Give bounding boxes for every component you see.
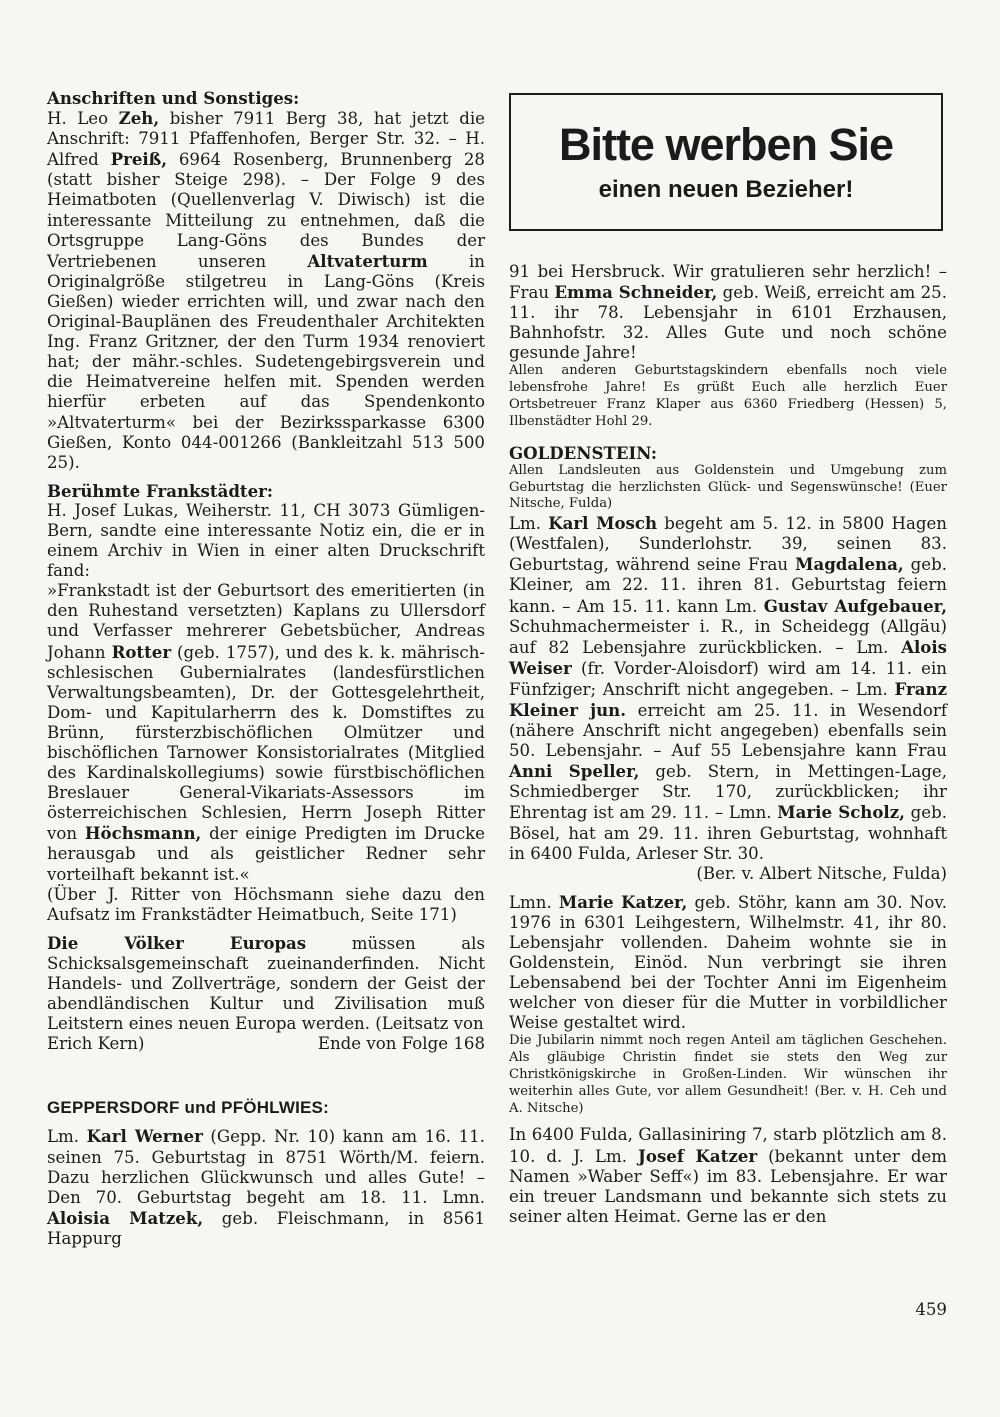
- name-gustav-aufgebauer: Gustav Aufgebauer,: [763, 595, 947, 616]
- name-aloisia-matzek: Aloisia Matzek,: [47, 1207, 204, 1228]
- lead-voelker-europas: Die Völker Europas: [47, 932, 307, 953]
- paragraph-reference: (Über J. Ritter von Höchsmann siehe dazu den Aufsatz im Frankstädter Heimatbuch, Seite 171): [47, 884, 485, 924]
- author-credit: Erich Kern): [47, 1034, 145, 1054]
- name-emma-schneider: Emma Schneider,: [554, 282, 718, 303]
- paragraph-europa: Die Völker Europas müssen als Schicksalsgemeinschaft zueinanderfinden. Nicht Handels- und Zollverträge, sondern der Geist der abendländischen Kultur und Zivilisation muß Leitstern eines neuen Europa werden. (Leitsatz von: [47, 932, 485, 1034]
- paragraph-katzer-birthday: Lmn. Marie Katzer, geb. Stöhr, kann am 30. Nov. 1976 in 6301 Leihgestern, Wilhelmstr. 41, ihr 80. Lebensjahr vollenden. Daheim wohnte sie in Goldenstein, Einöd. Nun verbringt sie ihren Lebensabend bei der Tochter Anni im Eigenheim welcher von dieser für die Mutter in vorbildlicher Weise gestaltet wird.: [509, 891, 947, 1033]
- ad-subline: einen neuen Bezieher!: [598, 176, 854, 203]
- section-heading-geppersdorf: GEPPERSDORF und PFÖHLWIES:: [47, 1098, 329, 1118]
- name-preiss: Preiß,: [110, 149, 168, 170]
- name-karl-werner: Karl Werner: [86, 1126, 203, 1147]
- paragraph-katzer-obituary: In 6400 Fulda, Gallasiniring 7, starb plötzlich am 8. 10. d. J. Lm. Josef Katzer (bekannt unter dem Namen »Waber Seff«) im 83. Lebensjahre. Er war ein treuer Landsmann und bekannte sich stets zu seiner alten Heimat. Gerne las er den: [509, 1125, 948, 1226]
- end-of-issue-note: Ende von Folge 168: [317, 1034, 485, 1054]
- name-zeh: Zeh,: [118, 108, 160, 129]
- ad-headline: Bitte werben Sie: [558, 119, 894, 170]
- name-marie-scholz: Marie Scholz,: [777, 802, 905, 823]
- note-geburtstagskinder: Allen anderen Geburtstagskindern ebenfalls noch viele lebensfrohe Jahre! Es grüßt Euch alle herzlich Euer Ortsbetreuer Franz Klaper aus 6360 Friedberg (Hessen) 5, Ilbenstädter Hohl 29.: [509, 363, 947, 429]
- paragraph-quote: »Frankstadt ist der Geburtsort des emeritierten (in den Ruhestand versetzten) Kaplans zu Ullersdorf und Verfasser mehrerer Gebetsbücher, Andreas Johann Rotter (geb. 1757), und des k. k. mährisch-schlesischen Gubernialrates (landesfürstlichen Verwaltungsbeamten), Dr. der Gottesgelehrtheit, Dom- und Kapitularherrn des k. Domstiftes zu Brünn, fürsterzbischöflichen Olmützer und bischöflichen Tarnower Konsistorialrates (Mitglied des Kardinalskollegiums) sowie fürstbischöflichen Breslauer General-Vikariats-Assessors im österreichischen Schlesien, Herrn Joseph Ritter von Höchsmann, der einige Predigten im Drucke herausgab und als geistlicher Redner sehr vorteilhaft bekannt ist.«: [47, 581, 485, 884]
- paragraph-goldenstein: Lm. Karl Mosch begeht am 5. 12. in 5800 Hagen (Westfalen), Sunderlohstr. 39, seinen 83. Geburtstag, während seine Frau Magdalena, geb. Kleiner, am 22. 11. ihren 81. Geburtstag feiern kann. – Am 15. 11. kann Lm. Gustav Aufgebauer, Schuhmachermeister i. R., in Scheidegg (Allgäu) auf 82 Lebensjahre zurückblicken. – Lm. Alois Weiser (fr. Vorder-Aloisdorf) wird am 14. 11. ein Fünfziger; Anschrift nicht angegeben. – Lm. Franz Kleiner jun. erreicht am 25. 11. in Wesendorf (nähere Anschrift nicht angegeben) ebenfalls sein 50. Lebensjahr. – Auf 55 Lebensjahre kann Frau Anni Speller, geb. Stern, in Mettingen-Lage, Schmiedberger Str. 170, zurückblicken; ihr Ehrentag ist am 29. 11. – Lmn. Marie Scholz, geb. Bösel, hat am 29. 11. ihren Geburtstag, wohnhaft in 6400 Fulda, Arleser Str. 30.: [509, 513, 947, 863]
- name-josef-katzer: Josef Katzer: [638, 1145, 758, 1166]
- name-rotter: Rotter: [111, 641, 172, 662]
- note-jubilarin: Die Jubilarin nimmt noch regen Anteil am täglichen Geschehen. Als gläubige Christin findet sie stets den Weg zur Christkönigskirche in Großen-Linden. Wir wünschen ihr weiterhin alles Gute, vor allem Gesundheit! (Ber. v. H. Ceh und A. Nitsche): [509, 1033, 947, 1116]
- section-heading-goldenstein: GOLDENSTEIN:: [509, 442, 657, 463]
- name-karl-mosch: Karl Mosch: [548, 513, 658, 534]
- name-alois-weiser: Alois Weiser: [509, 636, 947, 678]
- left-column: [47, 88, 485, 1249]
- name-magdalena: Magdalena,: [795, 554, 904, 575]
- paragraph-schneider: 91 bei Hersbruck. Wir gratulieren sehr herzlich! – Frau Emma Schneider, geb. Weiß, erreicht am 25. 11. ihr 78. Lebensjahr in 6101 Erzhausen, Bahnhofstr. 32. Alles Gute und noch schöne gesunde Jahre!: [509, 262, 947, 363]
- name-franz-kleiner: Franz Kleiner jun.: [509, 678, 947, 720]
- paragraph-anschriften: H. Leo Zeh, bisher 7911 Berg 38, hat jetzt die Anschrift: 7911 Pfaffenhofen, Berger Str. 32. – H. Alfred Preiß, 6964 Rosenberg, Brunnenberg 28 (statt bisher Steige 298). – Der Folge 9 des Heimatboten (Quellenverlag V. Diwisch) ist die interessante Mitteilung zu entnehmen, daß die Ortsgruppe Lang-Göns des Bundes der Vertriebenen unseren Altvaterturm in Originalgröße stilgetreu in Lang-Göns (Kreis Gießen) wieder errichten will, und zwar nach den Original-Bauplänen des Freudenthaler Architekten Ing. Franz Gritzner, der den Turm 1934 renoviert hat; der mähr.-schles. Sudetengebirgsverein und die Heimatvereine helfen mit. Spenden werden hierfür erbeten auf das Spendenkonto »Altvaterturm« bei der Bezirkssparkasse 6300 Gießen, Konto 044-001266 (Bankleitzahl 513 500 25).: [47, 108, 485, 472]
- section-heading-frankstaedter: Berühmte Frankstädter:: [47, 480, 274, 501]
- advertisement-box: [509, 93, 943, 231]
- signature-nitsche: (Ber. v. Albert Nitsche, Fulda): [696, 863, 947, 883]
- paragraph-europa-lastline: [47, 1034, 485, 1054]
- name-marie-katzer: Marie Katzer,: [558, 891, 688, 912]
- note-goldenstein-greeting: Allen Landsleuten aus Goldenstein und Umgebung zum Geburtstag die herzlichsten Glück- und Segenswünsche! (Euer Nitsche, Fulda): [509, 462, 947, 512]
- page-number: 459: [915, 1300, 947, 1319]
- paragraph-lukas: H. Josef Lukas, Weiherstr. 11, CH 3073 Gümligen-Bern, sandte eine interessante Notiz ein, die er in einem Archiv in Wien in einer alten Druckschrift fand:: [47, 500, 485, 581]
- name-hoechsmann: Höchsmann,: [84, 823, 202, 844]
- right-column: [509, 262, 947, 1227]
- section-heading-anschriften: Anschriften und Sonstiges:: [47, 88, 300, 108]
- paragraph-geppersdorf: Lm. Karl Werner (Gepp. Nr. 10) kann am 16. 11. seinen 75. Geburtstag in 8751 Wörth/M. feiern. Dazu herzlichen Glückwunsch und alles Gute! – Den 70. Geburtstag begeht am 18. 11. Lmn. Aloisia Matzek, geb. Fleischmann, in 8561 Happurg: [47, 1126, 485, 1248]
- name-altvaterturm: Altvaterturm: [307, 250, 428, 271]
- name-anni-speller: Anni Speller,: [509, 761, 640, 782]
